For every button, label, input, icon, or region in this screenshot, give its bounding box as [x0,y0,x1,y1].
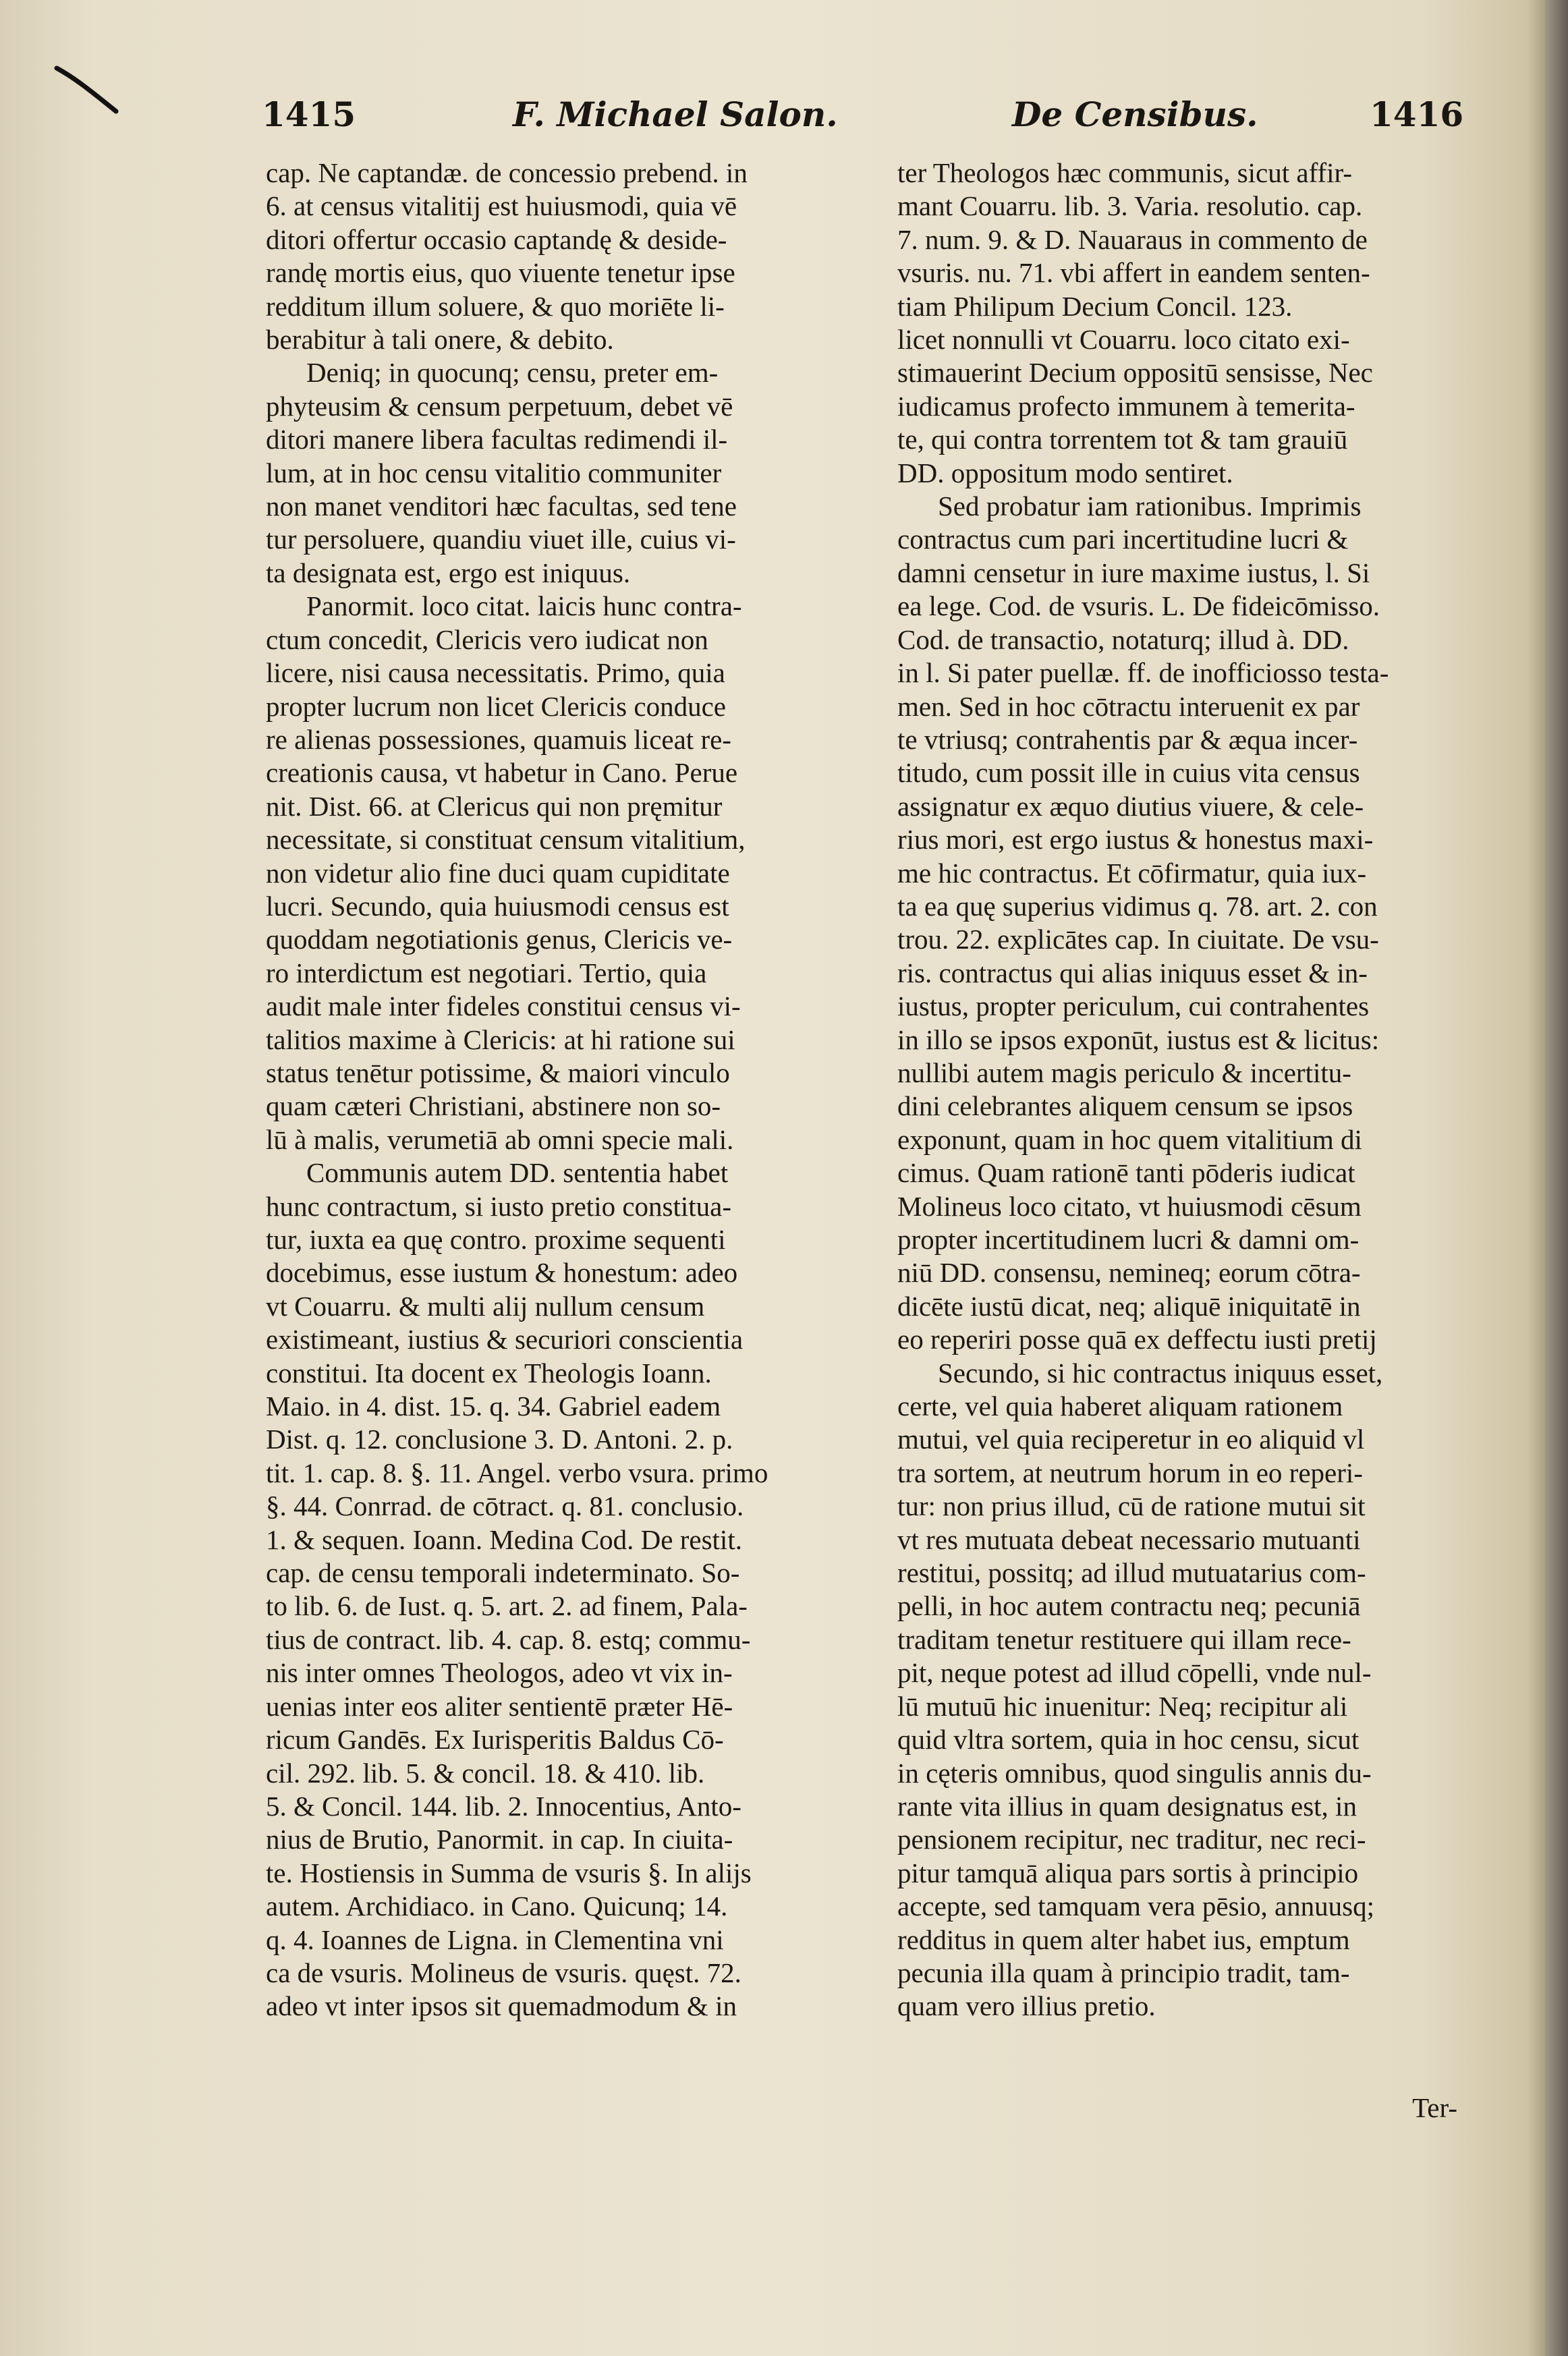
right-running-title: De Censibus. [1012,94,1258,134]
paragraph: Deniq; in quocunq; censu, preter em- phyteusim & censum perpetuum, debet vē ditori manere libera facultas redimendi il- lum, at in hoc censu vitalitio communiter non manet venditori hæc facultas, sed tene tur persoluere, quandiu viuet ille, cuius vi- ta designata est, ergo est iniquus. [266,357,737,588]
left-running-title: F. Michael Salon. [513,94,838,134]
paragraph: Communis autem DD. sententia habet hunc contractum, si iusto pretio constitua- tur, iuxta ea quę contro. proxime sequenti docebimus, esse iustum & honestum: adeo vt Couarru. & multi alij nullum censum existimeant, iustius & securiori conscientia constitui. Ita docent ex Theologis Ioann. Maio. in 4. dist. 15. q. 34. Gabriel eadem Dist. q. 12. conclusione 3. D. Antoni. 2. p. tit. 1. cap. 8. §. 11. Angel. verbo vsura. primo §. 44. Conrrad. de cōtract. q. 81. conclusio. 1. & sequen. Ioann. Medina Cod. De restit. cap. de censu temporali indeterminato. So- to lib. 6. de Iust. q. 5. art. 2. ad finem, Pala- tius de contract. lib. 4. cap. 8. estq; commu- nis inter omnes Theologos, adeo vt vix in- uenias inter eos aliter sentientē præter Hē- ricum Gandēs. Ex Iurisperitis Baldus Cō- cil. 292. lib. 5. & concil. 18. & 410. lib. 5. & Concil. 144. lib. 2. Innocentius, Anto- nius de Brutio, Panormit. in cap. In ciuita- te. Hostiensis in Summa de vsuris §. In alijs autem. Archidiaco. in Cano. Quicunq; 14. q. 4. Ioannes de Ligna. in Clementina vni ca de vsuris. Molineus de vsuris. quęst. 72. adeo vt inter ipsos sit quemadmodum & in [266,1157,768,2022]
right-text-column [897,157,1488,2023]
page-edge [1545,0,1568,2356]
ink-stroke-mark [54,64,121,118]
right-page-number: 1416 [1370,94,1464,134]
left-page-number: 1415 [262,94,356,134]
paragraph: ter Theologos hæc communis, sicut affir- mant Couarru. lib. 3. Varia. resolutio. cap. 7. num. 9. & D. Nauaraus in commento de vsuris. nu. 71. vbi affert in eandem senten- tiam Philipum Decium Concil. 123. licet nonnulli vt Couarru. loco citato exi- stimauerint Decium oppositū sensisse, Nec iudicamus profecto immunem à temerita- te, qui contra torrentem tot & tam grauiū DD. oppositum modo sentiret. [897,157,1373,488]
paragraph: Sed probatur iam rationibus. Imprimis contractus cum pari incertitudine lucri & damni censetur in iure maxime iustus, l. Si ea lege. Cod. de vsuris. L. De fideicōmisso. Cod. de transactio, notaturq; illud à. DD. in l. Si pater puellæ. ff. de inofficiosso testa- men. Sed in hoc cōtractu interuenit ex par te vtriusq; contrahentis par & æqua incer- titudo, cum possit ille in cuius vita census assignatur ex æquo diutius viuere, & cele- rius mori, est ergo iustus & honestus maxi- me hic contractus. Et cōfirmatur, quia iux- ta ea quę superius vidimus q. 78. art. 2. con trou. 22. explicātes cap. In ciuitate. De vsu- ris. contractus qui alias iniquus esset & in- iustus, propter periculum, cui contrahentes in illo se ipsos exponūt, iustus est & licitus: nullibi autem magis periculo & incertitu- dini celebrantes aliquem censum se ipsos exponunt, quam in hoc quem vitalitium di cimus. Quam rationē tanti pōderis iudicat Molineus loco citato, vt huiusmodi cēsum propter incertitudinem lucri & damni om- niū DD. consensu, nemineq; eorum cōtra- dicēte iustū dicat, neq; aliquē iniquitatē in eo reperiri posse quā ex deffectu iusti pretij [897,490,1389,1355]
left-text-column [266,157,846,2023]
paragraph: Secundo, si hic contractus iniquus esset, certe, vel quia haberet aliquam rationem mutui, vel quia reciperetur in eo aliquid vl tra sortem, at neutrum horum in eo reperi- tur: non prius illud, cū de ratione mutui sit vt res mutuata debeat necessario mutuanti restitui, possitq; ad illud mutuatarius com- pelli, in hoc autem contractu neq; pecuniā traditam tenetur restituere qui illam rece- pit, neque potest ad illud cōpelli, vnde nul- lū mutuū hic inuenitur: Neq; recipitur ali quid vltra sortem, quia in hoc censu, sicut in cęteris omnibus, quod singulis annis du- rante vita illius in quam designatus est, in pensionem recipitur, nec traditur, nec reci- pitur tamquā aliqua pars sortis à principio accepte, sed tamquam vera pēsio, annuusq; redditus in quem alter habet ius, emptum pecunia illa quam à principio tradit, tam- quam vero illius pretio. [897,1357,1383,2022]
paragraph: Panormit. loco citat. laicis hunc contra- ctum concedit, Clericis vero iudicat non licere, nisi causa necessitatis. Primo, quia propter lucrum non licet Clericis conduce re alienas possessiones, quamuis liceat re- creationis causa, vt habetur in Cano. Perue nit. Dist. 66. at Clericus qui non pręmitur necessitate, si constituat censum vitalitium, non videtur alio fine duci quam cupiditate lucri. Secundo, quia huiusmodi census est quoddam negotiationis genus, Clericis ve- ro interdictum est negotiari. Tertio, quia audit male inter fideles constitui census vi- talitios maxime à Clericis: at hi ratione sui status tenētur potissime, & maiori vinculo quam cæteri Christiani, abstinere non so- lū à malis, verumetiā ab omni specie mali. [266,590,746,1155]
paragraph: cap. Ne captandæ. de concessio prebend. in 6. at census vitalitij est huiusmodi, quia vē ditori offertur occasio captandę & deside- randę mortis eius, quo viuente tenetur ipse redditum illum soluere, & quo moriēte li- berabitur à tali onere, & debito. [266,157,748,356]
catchword: Ter- [1412,2092,1457,2123]
